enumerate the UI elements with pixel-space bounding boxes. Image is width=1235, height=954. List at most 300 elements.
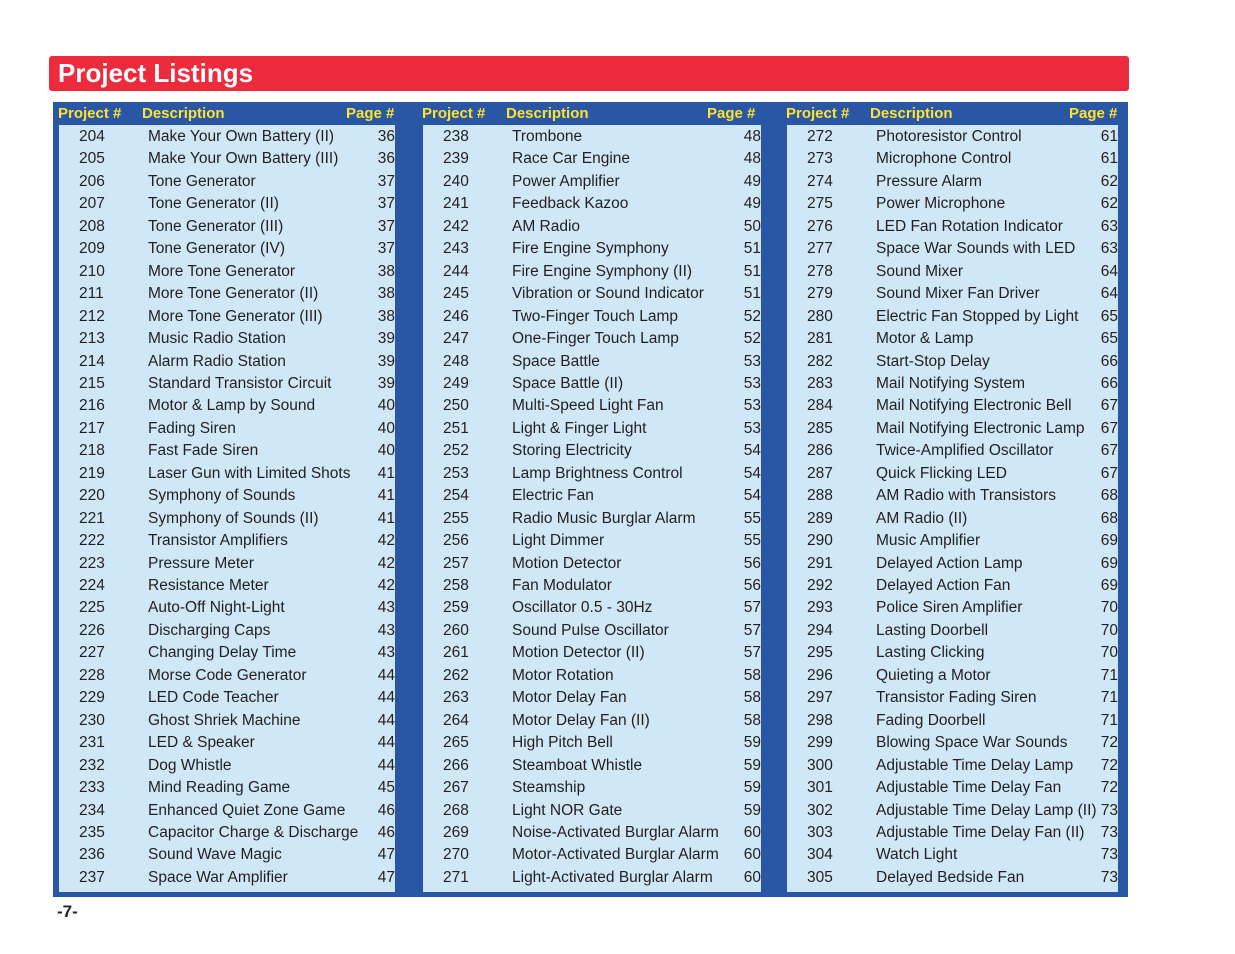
- project-description: Enhanced Quiet Zone Game: [148, 801, 346, 819]
- table-row: [787, 843, 1118, 866]
- project-description: Quick Flicking LED: [876, 464, 1007, 482]
- project-description: Tone Generator (IV): [148, 240, 285, 258]
- project-description: Steamship: [512, 779, 586, 797]
- project-description: Power Microphone: [876, 195, 1006, 213]
- table-row: [59, 731, 395, 754]
- project-description: Electric Fan Stopped by Light: [876, 307, 1079, 325]
- table-row: [423, 641, 761, 664]
- project-description: Alarm Radio Station: [148, 352, 286, 370]
- project-number: 262: [443, 666, 469, 684]
- table-row: [59, 170, 395, 193]
- page-number-cell: 44: [377, 666, 395, 684]
- page-number-cell: 57: [743, 621, 761, 639]
- project-number: 242: [443, 217, 469, 235]
- page-number-cell: 55: [743, 509, 761, 527]
- header-project-number: Project #: [786, 105, 850, 122]
- project-description: Delayed Bedside Fan: [876, 868, 1025, 886]
- page-number-cell: 57: [743, 644, 761, 662]
- page-number-cell: 59: [743, 734, 761, 752]
- column-header: [417, 102, 771, 124]
- table-row: [787, 147, 1118, 170]
- table-row: [787, 821, 1118, 844]
- project-description: More Tone Generator: [148, 262, 296, 280]
- table-row: [59, 574, 395, 597]
- page-number-cell: 67: [1100, 442, 1118, 460]
- table-row: [59, 866, 395, 889]
- project-description: Lasting Clicking: [876, 644, 985, 662]
- page-number-cell: 51: [743, 240, 761, 258]
- project-description: Multi-Speed Light Fan: [512, 397, 664, 415]
- project-number: 267: [443, 779, 469, 797]
- project-number: 231: [79, 734, 105, 752]
- project-description: Make Your Own Battery (III): [148, 150, 339, 168]
- project-description: Delayed Action Lamp: [876, 554, 1023, 572]
- project-description: Motion Detector: [512, 554, 622, 572]
- project-number: 266: [443, 756, 469, 774]
- column-body: [787, 125, 1118, 892]
- table-row: [423, 866, 761, 889]
- page-number-cell: 60: [743, 868, 761, 886]
- project-number: 214: [79, 352, 105, 370]
- project-number: 228: [79, 666, 105, 684]
- project-number: 285: [807, 419, 833, 437]
- project-description: Light-Activated Burglar Alarm: [512, 868, 713, 886]
- page-number-cell: 62: [1100, 172, 1118, 190]
- project-description: Space War Sounds with LED: [876, 240, 1076, 258]
- table-row: [787, 327, 1118, 350]
- project-number: 239: [443, 150, 469, 168]
- project-number: 209: [79, 240, 105, 258]
- table-row: [59, 260, 395, 283]
- project-number: 232: [79, 756, 105, 774]
- page-number-cell: 56: [743, 577, 761, 594]
- project-description: Fan Modulator: [512, 577, 612, 594]
- page-number-cell: 65: [1100, 330, 1118, 348]
- project-description: Light & Finger Light: [512, 419, 647, 437]
- project-number: 235: [79, 823, 105, 841]
- project-number: 220: [79, 487, 105, 505]
- project-description: Capacitor Charge & Discharge: [148, 823, 359, 841]
- project-description: AM Radio: [512, 217, 581, 235]
- project-number: 240: [443, 172, 469, 190]
- project-number: 259: [443, 599, 469, 617]
- table-row: [59, 394, 395, 417]
- table-row: [59, 147, 395, 170]
- project-number: 215: [79, 374, 105, 392]
- project-description: Motor & Lamp by Sound: [148, 397, 316, 415]
- page-number-cell: 36: [377, 128, 395, 145]
- page-number-cell: 69: [1100, 532, 1118, 550]
- project-listings-table: [53, 102, 1128, 897]
- table-row: [59, 596, 395, 619]
- table-row: [787, 574, 1118, 597]
- page-number-cell: 47: [377, 846, 395, 864]
- project-number: 271: [443, 868, 469, 886]
- project-description: LED & Speaker: [148, 734, 255, 752]
- listing-column-3: [781, 102, 1135, 897]
- project-number: 288: [807, 487, 833, 505]
- page-number-cell: 60: [743, 846, 761, 864]
- table-row: [423, 843, 761, 866]
- project-description: AM Radio (II): [876, 509, 968, 527]
- column-body: [59, 125, 395, 892]
- project-number: 261: [443, 644, 469, 662]
- page-number-cell: 58: [743, 711, 761, 729]
- project-description: Laser Gun with Limited Shots: [148, 464, 351, 482]
- project-description: Lamp Brightness Control: [512, 464, 683, 482]
- page-number-cell: 54: [743, 442, 761, 460]
- listing-column-2: [417, 102, 771, 897]
- project-description: Sound Mixer: [876, 262, 964, 280]
- project-description: LED Fan Rotation Indicator: [876, 217, 1063, 235]
- table-row: [59, 350, 395, 373]
- project-number: 252: [443, 442, 469, 460]
- project-number: 204: [79, 128, 105, 145]
- table-row: [787, 664, 1118, 687]
- project-description: Tone Generator: [148, 172, 256, 190]
- table-row: [787, 596, 1118, 619]
- project-number: 234: [79, 801, 105, 819]
- table-row: [59, 125, 395, 148]
- project-description: Mind Reading Game: [148, 779, 291, 797]
- table-row: [423, 439, 761, 462]
- page-number-cell: 54: [743, 464, 761, 482]
- page-number-cell: 54: [743, 487, 761, 505]
- project-description: Quieting a Motor: [876, 666, 991, 684]
- page-number-cell: 63: [1100, 217, 1118, 235]
- project-number: 299: [807, 734, 833, 752]
- title-banner: [49, 56, 1129, 91]
- table-row: [423, 574, 761, 597]
- table-row: [787, 799, 1118, 822]
- project-description: LED Code Teacher: [148, 689, 279, 707]
- project-number: 298: [807, 711, 833, 729]
- project-number: 258: [443, 577, 469, 594]
- project-number: 294: [807, 621, 833, 639]
- project-description: Transistor Amplifiers: [148, 532, 288, 550]
- table-row: [59, 664, 395, 687]
- project-number: 301: [807, 779, 833, 797]
- table-row: [423, 237, 761, 260]
- project-description: Twice-Amplified Oscillator: [876, 442, 1054, 460]
- page-title: Project Listings: [58, 58, 254, 88]
- project-number: 225: [79, 599, 105, 617]
- table-row: [59, 439, 395, 462]
- project-description: Changing Delay Time: [148, 644, 297, 662]
- project-description: Music Radio Station: [148, 330, 286, 348]
- project-description: Symphony of Sounds: [148, 487, 296, 505]
- project-description: Mail Notifying Electronic Lamp: [876, 419, 1085, 437]
- project-description: Vibration or Sound Indicator: [512, 285, 704, 303]
- project-number: 207: [79, 195, 105, 213]
- project-number: 304: [807, 846, 833, 864]
- table-row: [787, 192, 1118, 215]
- project-description: Motor Delay Fan (II): [512, 711, 650, 729]
- page-number-cell: 45: [377, 779, 395, 797]
- table-row: [423, 192, 761, 215]
- project-description: Noise-Activated Burglar Alarm: [512, 823, 719, 841]
- column-header: [53, 102, 407, 124]
- page-number-cell: 69: [1100, 554, 1118, 572]
- project-number: 291: [807, 554, 833, 572]
- table-row: [59, 686, 395, 709]
- table-row: [59, 305, 395, 328]
- table-row: [787, 866, 1118, 889]
- page-number-cell: 66: [1100, 352, 1118, 370]
- page-number-cell: 53: [743, 352, 761, 370]
- project-description: Steamboat Whistle: [512, 756, 643, 774]
- project-description: More Tone Generator (II): [148, 285, 319, 303]
- page-number-cell: 44: [377, 711, 395, 729]
- project-description: Auto-Off Night-Light: [148, 599, 285, 617]
- page-number-cell: 67: [1100, 464, 1118, 482]
- table-row: [59, 821, 395, 844]
- page-number-cell: 63: [1100, 240, 1118, 258]
- page-number-cell: 51: [743, 285, 761, 303]
- table-row: [59, 327, 395, 350]
- project-description: Oscillator 0.5 - 30Hz: [512, 599, 653, 617]
- page-number-cell: 38: [377, 285, 395, 303]
- table-row: [423, 282, 761, 305]
- project-description: Storing Electricity: [512, 442, 632, 460]
- project-description: Resistance Meter: [148, 577, 269, 594]
- project-description: Adjustable Time Delay Fan: [876, 779, 1062, 797]
- project-number: 303: [807, 823, 833, 841]
- table-row: [59, 417, 395, 440]
- page-number-cell: 43: [377, 621, 395, 639]
- header-page-number: Page #: [1069, 105, 1118, 122]
- page-number-cell: 39: [377, 330, 395, 348]
- table-row: [787, 552, 1118, 575]
- page-number-cell: 59: [743, 756, 761, 774]
- page-number-cell: 59: [743, 801, 761, 819]
- project-number: 233: [79, 779, 105, 797]
- project-description: More Tone Generator (III): [148, 307, 323, 325]
- page-number-cell: 66: [1100, 374, 1118, 392]
- project-number: 213: [79, 330, 105, 348]
- table-row: [423, 462, 761, 485]
- project-number: 241: [443, 195, 469, 213]
- page-number-cell: 68: [1100, 509, 1118, 527]
- project-number: 238: [443, 128, 469, 145]
- project-number: 230: [79, 711, 105, 729]
- project-description: Morse Code Generator: [148, 666, 307, 684]
- project-description: Pressure Meter: [148, 554, 254, 572]
- table-row: [59, 843, 395, 866]
- project-description: Fire Engine Symphony (II): [512, 262, 693, 280]
- header-project-number: Project #: [58, 105, 122, 122]
- page-number-cell: 37: [377, 217, 395, 235]
- page-number-cell: 62: [1100, 195, 1118, 213]
- table-row: [423, 327, 761, 350]
- page-number-cell: 64: [1100, 285, 1118, 303]
- project-number: 219: [79, 464, 105, 482]
- page-number-cell: 48: [743, 150, 761, 168]
- table-row: [423, 305, 761, 328]
- page-number-cell: 47: [377, 868, 395, 886]
- project-number: 248: [443, 352, 469, 370]
- project-number: 247: [443, 330, 469, 348]
- page-number-cell: 69: [1100, 577, 1118, 594]
- header-description: Description: [142, 105, 225, 122]
- project-number: 246: [443, 307, 469, 325]
- header-description: Description: [506, 105, 589, 122]
- page-number-cell: 73: [1100, 868, 1118, 886]
- page-number-cell: 58: [743, 666, 761, 684]
- page-number-cell: 67: [1100, 397, 1118, 415]
- project-number: 212: [79, 307, 105, 325]
- project-description: Police Siren Amplifier: [876, 599, 1023, 617]
- page-number-cell: 38: [377, 262, 395, 280]
- project-number: 273: [807, 150, 833, 168]
- project-description: Adjustable Time Delay Lamp: [876, 756, 1074, 774]
- page-number-cell: 41: [377, 509, 395, 527]
- table-row: [423, 394, 761, 417]
- listing-column-1: [53, 102, 407, 897]
- table-row: [59, 372, 395, 395]
- table-row: [59, 641, 395, 664]
- page-number-cell: 43: [377, 644, 395, 662]
- project-number: 287: [807, 464, 833, 482]
- header-description: Description: [870, 105, 953, 122]
- project-number: 224: [79, 577, 105, 594]
- table-row: [423, 596, 761, 619]
- page-number-cell: 72: [1100, 779, 1118, 797]
- table-row: [787, 282, 1118, 305]
- project-number: 217: [79, 419, 105, 437]
- project-number: 253: [443, 464, 469, 482]
- table-row: [787, 417, 1118, 440]
- table-row: [787, 350, 1118, 373]
- project-description: Delayed Action Fan: [876, 577, 1011, 594]
- project-number: 268: [443, 801, 469, 819]
- page-number-cell: 52: [743, 330, 761, 348]
- project-number: 206: [79, 172, 105, 190]
- project-description: Space Battle: [512, 352, 600, 370]
- project-number: 250: [443, 397, 469, 415]
- page-number-cell: 55: [743, 532, 761, 550]
- page-number-cell: 39: [377, 352, 395, 370]
- table-row: [787, 507, 1118, 530]
- table-row: [787, 709, 1118, 732]
- project-description: Electric Fan: [512, 487, 594, 505]
- table-row: [423, 147, 761, 170]
- project-description: Photoresistor Control: [876, 128, 1022, 145]
- header-page-number: Page #: [346, 105, 395, 122]
- project-description: Blowing Space War Sounds: [876, 734, 1068, 752]
- table-row: [787, 529, 1118, 552]
- table-row: [59, 552, 395, 575]
- table-row: [59, 754, 395, 777]
- project-description: Microphone Control: [876, 150, 1012, 168]
- table-row: [59, 462, 395, 485]
- project-number: 208: [79, 217, 105, 235]
- page-number-cell: 40: [377, 442, 395, 460]
- page-number-cell: 56: [743, 554, 761, 572]
- table-row: [59, 484, 395, 507]
- table-row: [59, 529, 395, 552]
- project-number: 244: [443, 262, 469, 280]
- table-row: [423, 686, 761, 709]
- project-description: Discharging Caps: [148, 621, 271, 639]
- project-description: Fading Siren: [148, 419, 236, 437]
- project-description: Symphony of Sounds (II): [148, 509, 319, 527]
- project-description: Motor & Lamp: [876, 330, 974, 348]
- project-description: Transistor Fading Siren: [876, 689, 1037, 707]
- page-number-cell: 64: [1100, 262, 1118, 280]
- table-row: [423, 350, 761, 373]
- project-number: 255: [443, 509, 469, 527]
- page-number-cell: 49: [743, 195, 761, 213]
- page-number-cell: 70: [1100, 644, 1118, 662]
- page-number-cell: 72: [1100, 734, 1118, 752]
- project-description: Sound Pulse Oscillator: [512, 621, 669, 639]
- table-row: [787, 462, 1118, 485]
- page-number-cell: 49: [743, 172, 761, 190]
- page-number-cell: 70: [1100, 621, 1118, 639]
- page-number-cell: 73: [1100, 801, 1118, 819]
- table-row: [787, 260, 1118, 283]
- project-description: Race Car Engine: [512, 150, 631, 168]
- table-row: [787, 305, 1118, 328]
- project-number: 251: [443, 419, 469, 437]
- page-number-cell: 39: [377, 374, 395, 392]
- header-project-number: Project #: [422, 105, 486, 122]
- table-row: [423, 664, 761, 687]
- table-row: [423, 552, 761, 575]
- project-number: 205: [79, 150, 105, 168]
- project-number: 269: [443, 823, 469, 841]
- table-row: [423, 372, 761, 395]
- page-number-cell: 61: [1100, 150, 1118, 168]
- page-number-cell: 67: [1100, 419, 1118, 437]
- project-number: 216: [79, 397, 105, 415]
- project-number: 237: [79, 868, 105, 886]
- project-description: Tone Generator (II): [148, 195, 279, 213]
- page-number-cell: 37: [377, 240, 395, 258]
- table-row: [787, 439, 1118, 462]
- project-number: 279: [807, 285, 833, 303]
- table-row: [787, 619, 1118, 642]
- project-number: 270: [443, 846, 469, 864]
- project-number: 274: [807, 172, 833, 190]
- table-row: [59, 215, 395, 238]
- project-number: 302: [807, 801, 833, 819]
- project-description: Ghost Shriek Machine: [148, 711, 301, 729]
- table-row: [787, 237, 1118, 260]
- page-number-cell: 52: [743, 307, 761, 325]
- page-number-cell: 61: [1100, 128, 1118, 145]
- project-description: Sound Mixer Fan Driver: [876, 285, 1040, 303]
- page-number-cell: 73: [1100, 846, 1118, 864]
- page-number-cell: 48: [743, 128, 761, 145]
- project-number: 276: [807, 217, 833, 235]
- project-description: Adjustable Time Delay Lamp (II): [876, 801, 1097, 819]
- page-number: -7-: [57, 902, 78, 921]
- project-description: Music Amplifier: [876, 532, 981, 550]
- table-row: [59, 282, 395, 305]
- project-description: Sound Wave Magic: [148, 846, 282, 864]
- table-row: [787, 641, 1118, 664]
- table-row: [59, 237, 395, 260]
- table-row: [59, 192, 395, 215]
- project-description: Motor Delay Fan: [512, 689, 627, 707]
- page-number-cell: 42: [377, 577, 395, 594]
- table-row: [423, 776, 761, 799]
- project-description: Power Amplifier: [512, 172, 620, 190]
- page-number-cell: 58: [743, 689, 761, 707]
- project-number: 229: [79, 689, 105, 707]
